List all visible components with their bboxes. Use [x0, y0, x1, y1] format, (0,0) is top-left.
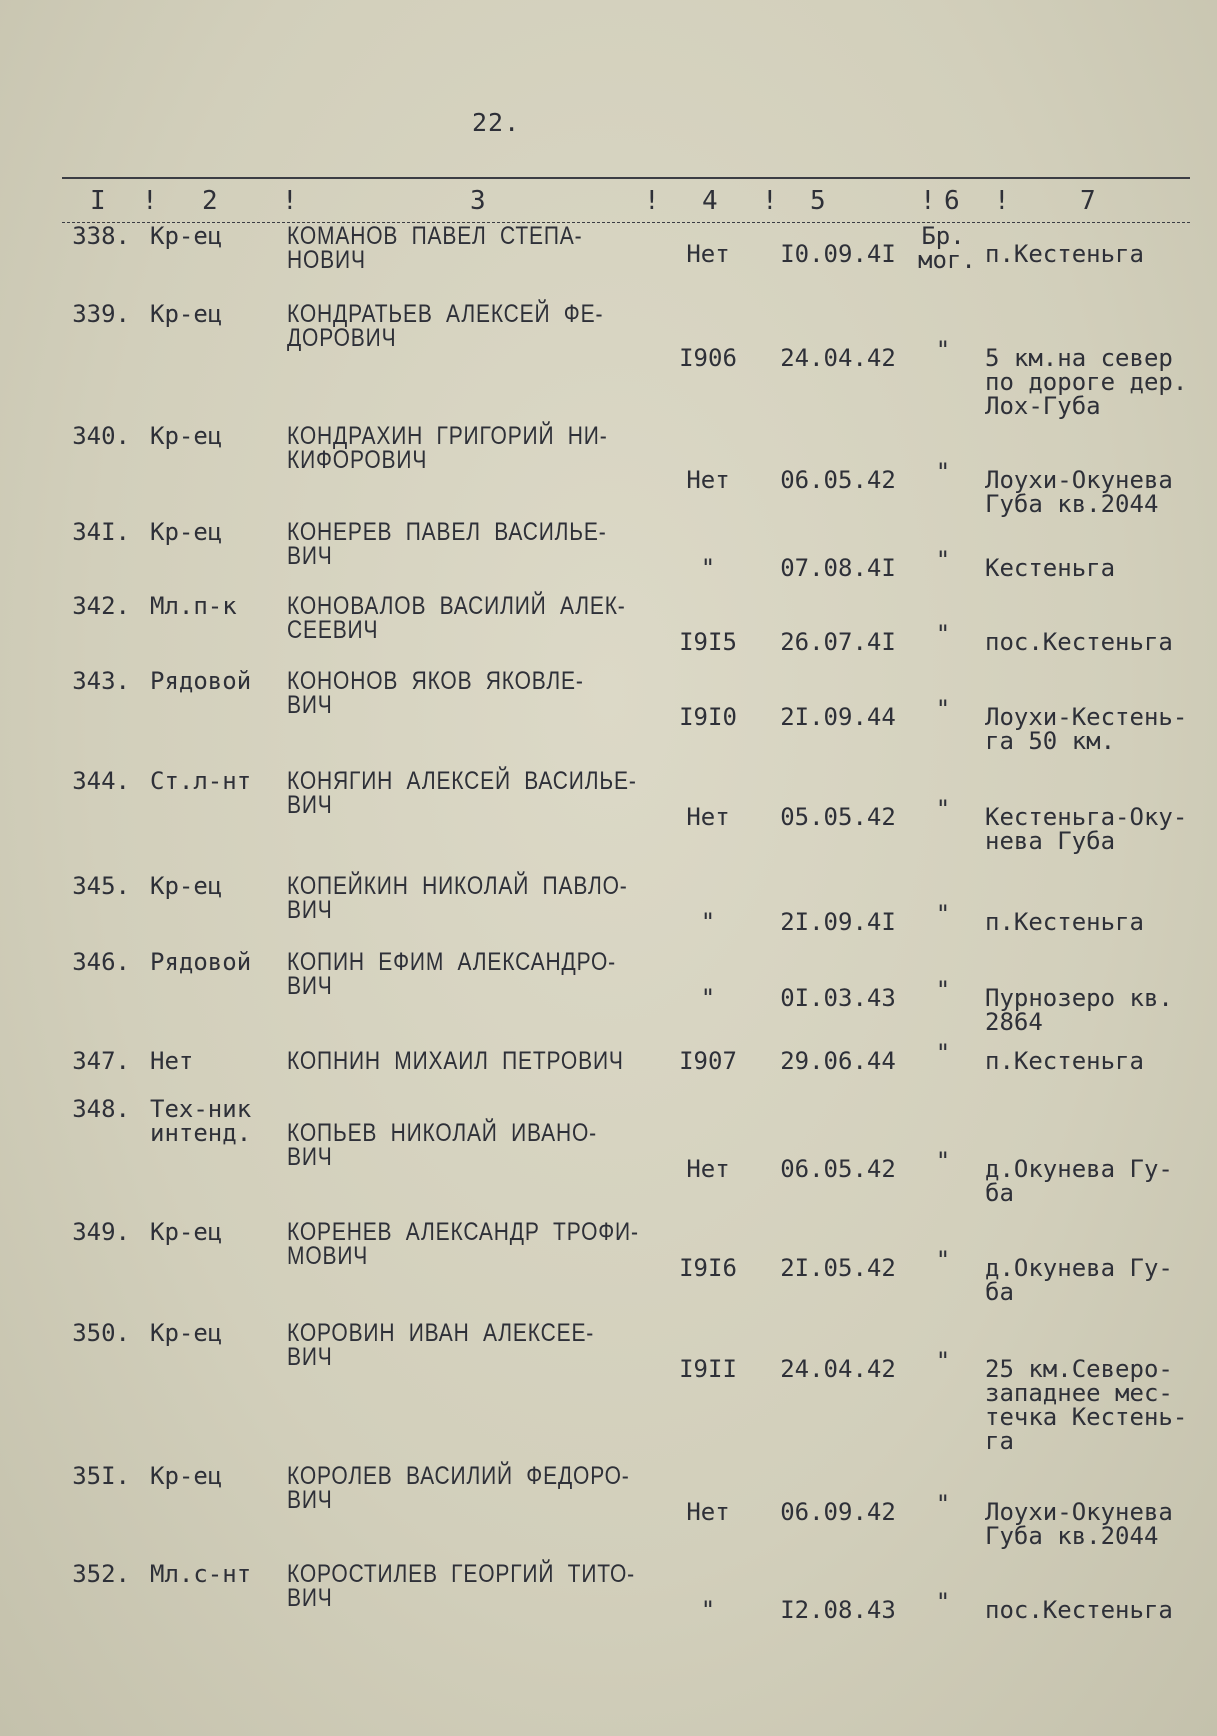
record-name: КОРЕНЕВ АЛЕКСАНДР ТРОФИ- МОВИЧ	[287, 1218, 639, 1270]
record-col6: "	[935, 695, 951, 723]
record-col6: "	[935, 1588, 951, 1616]
record-name: КОРОЛЕВ ВАСИЛИЙ ФЕДОРО- ВИЧ	[287, 1462, 630, 1514]
record-number: 35I.	[72, 1462, 130, 1490]
header-col-1: I	[90, 186, 106, 216]
record-col6: "	[935, 336, 951, 364]
header-col-2: 2	[202, 186, 218, 216]
record-rank: Кр-ец	[150, 222, 223, 250]
header-sep: !	[142, 186, 158, 216]
record-place: п.Кестеньга	[985, 908, 1144, 936]
record-birth-year: "	[700, 908, 716, 936]
record-number: 347.	[72, 1047, 130, 1075]
record-place: Лоухи-Окунева Губа кв.2044	[985, 466, 1173, 518]
record-name: КОРОСТИЛЕВ ГЕОРГИЙ ТИТО- ВИЧ	[287, 1560, 635, 1612]
record-name: КОРОВИН ИВАН АЛЕКСЕЕ- ВИЧ	[287, 1319, 595, 1371]
record-name: КОНОВАЛОВ ВАСИЛИЙ АЛЕК- СЕЕВИЧ	[287, 592, 626, 644]
record-number: 346.	[72, 948, 130, 976]
record-date: 07.08.4I	[780, 554, 896, 582]
record-number: 352.	[72, 1560, 130, 1588]
page-number: 22.	[472, 108, 521, 137]
table-header	[62, 186, 1190, 222]
record-name: КОНЕРЕВ ПАВЕЛ ВАСИЛЬЕ- ВИЧ	[287, 518, 607, 570]
record-number: 343.	[72, 667, 130, 695]
record-birth-year: I9I0	[679, 703, 737, 731]
record-rank: Кр-ец	[150, 872, 223, 900]
record-name: КОПЬЕВ НИКОЛАЙ ИВАНО- ВИЧ	[287, 1119, 598, 1171]
record-number: 345.	[72, 872, 130, 900]
record-rank: Кр-ец	[150, 1462, 223, 1490]
record-rank: Кр-ец	[150, 1319, 223, 1347]
record-rank: Кр-ец	[150, 422, 223, 450]
header-col-6: 6	[944, 186, 960, 216]
record-date: 05.05.42	[780, 803, 896, 831]
record-date: 06.05.42	[780, 466, 896, 494]
record-date: 29.06.44	[780, 1047, 896, 1075]
record-birth-year: I9I6	[679, 1254, 737, 1282]
record-place: пос.Кестеньга	[985, 1596, 1173, 1624]
record-number: 342.	[72, 592, 130, 620]
record-number: 349.	[72, 1218, 130, 1246]
record-place: Лоухи-Окунева Губа кв.2044	[985, 1498, 1173, 1550]
record-place: п.Кестеньга	[985, 1047, 1144, 1075]
header-sep: !	[920, 186, 936, 216]
record-place: пос.Кестеньга	[985, 628, 1173, 656]
record-rank: Кр-ец	[150, 1218, 223, 1246]
record-date: I2.08.43	[780, 1596, 896, 1624]
record-col6: "	[935, 458, 951, 486]
header-top-rule	[62, 177, 1190, 179]
record-col6: "	[935, 900, 951, 928]
record-date: I0.09.4I	[780, 240, 896, 268]
record-birth-year: I907	[679, 1047, 737, 1075]
record-place: Лоухи-Кестень- га 50 км.	[985, 703, 1188, 755]
record-place: п.Кестеньга	[985, 240, 1144, 268]
record-rank: Мл.с-нт	[150, 1560, 252, 1588]
record-rank: Рядовой	[150, 667, 252, 695]
record-birth-year: Нет	[686, 1498, 730, 1526]
header-sep: !	[762, 186, 778, 216]
record-date: 06.09.42	[780, 1498, 896, 1526]
record-date: 24.04.42	[780, 344, 896, 372]
record-date: 24.04.42	[780, 1355, 896, 1383]
record-name: КОПНИН МИХАИЛ ПЕТРОВИЧ	[287, 1047, 624, 1075]
record-col6: "	[935, 1147, 951, 1175]
record-number: 344.	[72, 767, 130, 795]
record-place: 25 км.Северо- западнее мес- течка Кестень- га	[985, 1355, 1188, 1455]
record-birth-year: Нет	[686, 240, 730, 268]
record-date: 2I.09.4I	[780, 908, 896, 936]
record-col6: "	[935, 976, 951, 1004]
record-place: д.Окунева Гу- ба	[985, 1155, 1173, 1207]
record-date: 06.05.42	[780, 1155, 896, 1183]
header-sep: !	[994, 186, 1010, 216]
record-date: 26.07.4I	[780, 628, 896, 656]
record-col6: "	[935, 795, 951, 823]
header-col-3: 3	[470, 186, 486, 216]
record-place: Кестеньга	[985, 554, 1116, 582]
record-birth-year: I9II	[679, 1355, 737, 1383]
record-col6: Бр. мог.	[918, 222, 976, 274]
record-rank: Тех-ник интенд.	[150, 1095, 252, 1147]
record-rank: Кр-ец	[150, 300, 223, 328]
record-birth-year: I9I5	[679, 628, 737, 656]
header-col-7: 7	[1080, 186, 1096, 216]
record-birth-year: Нет	[686, 1155, 730, 1183]
record-name: КОНЯГИН АЛЕКСЕЙ ВАСИЛЬЕ- ВИЧ	[287, 767, 637, 819]
record-number: 338.	[72, 222, 130, 250]
record-rank: Рядовой	[150, 948, 252, 976]
record-name: КОПЕЙКИН НИКОЛАЙ ПАВЛО- ВИЧ	[287, 872, 628, 924]
record-place: 5 км.на север по дороге дер. Лох-Губа	[985, 344, 1188, 420]
record-name: КОНДРАХИН ГРИГОРИЙ НИ- КИФОРОВИЧ	[287, 422, 608, 474]
record-date: 2I.05.42	[780, 1254, 896, 1282]
header-col-5: 5	[810, 186, 826, 216]
record-col6: "	[935, 1246, 951, 1274]
record-rank: Кр-ец	[150, 518, 223, 546]
record-birth-year: "	[700, 554, 716, 582]
record-birth-year: Нет	[686, 803, 730, 831]
record-col6: "	[935, 1039, 951, 1067]
record-birth-year: "	[700, 984, 716, 1012]
record-rank: Мл.п-к	[150, 592, 237, 620]
record-number: 348.	[72, 1095, 130, 1123]
record-date: 2I.09.44	[780, 703, 896, 731]
record-name: КОНДРАТЬЕВ АЛЕКСЕЙ ФЕ- ДОРОВИЧ	[287, 300, 604, 352]
record-rank: Нет	[150, 1047, 194, 1075]
header-col-4: 4	[702, 186, 718, 216]
record-col6: "	[935, 620, 951, 648]
record-col6: "	[935, 546, 951, 574]
header-sep: !	[644, 186, 660, 216]
record-number: 339.	[72, 300, 130, 328]
header-bottom-rule	[62, 222, 1190, 223]
record-place: Пурнозеро кв. 2864	[985, 984, 1173, 1036]
record-rank: Ст.л-нт	[150, 767, 252, 795]
record-place: Кестеньга-Оку- нева Губа	[985, 803, 1188, 855]
record-number: 350.	[72, 1319, 130, 1347]
header-sep: !	[282, 186, 298, 216]
record-birth-year: "	[700, 1596, 716, 1624]
record-name: КОНОНОВ ЯКОВ ЯКОВЛЕ- ВИЧ	[287, 667, 584, 719]
record-place: д.Окунева Гу- ба	[985, 1254, 1173, 1306]
record-birth-year: I906	[679, 344, 737, 372]
record-col6: "	[935, 1347, 951, 1375]
record-name: КОПИН ЕФИМ АЛЕКСАНДРО- ВИЧ	[287, 948, 616, 1000]
record-name: КОМАНОВ ПАВЕЛ СТЕПА- НОВИЧ	[287, 222, 583, 274]
record-col6: "	[935, 1490, 951, 1518]
record-birth-year: Нет	[686, 466, 730, 494]
record-number: 34I.	[72, 518, 130, 546]
record-date: 0I.03.43	[780, 984, 896, 1012]
record-number: 340.	[72, 422, 130, 450]
